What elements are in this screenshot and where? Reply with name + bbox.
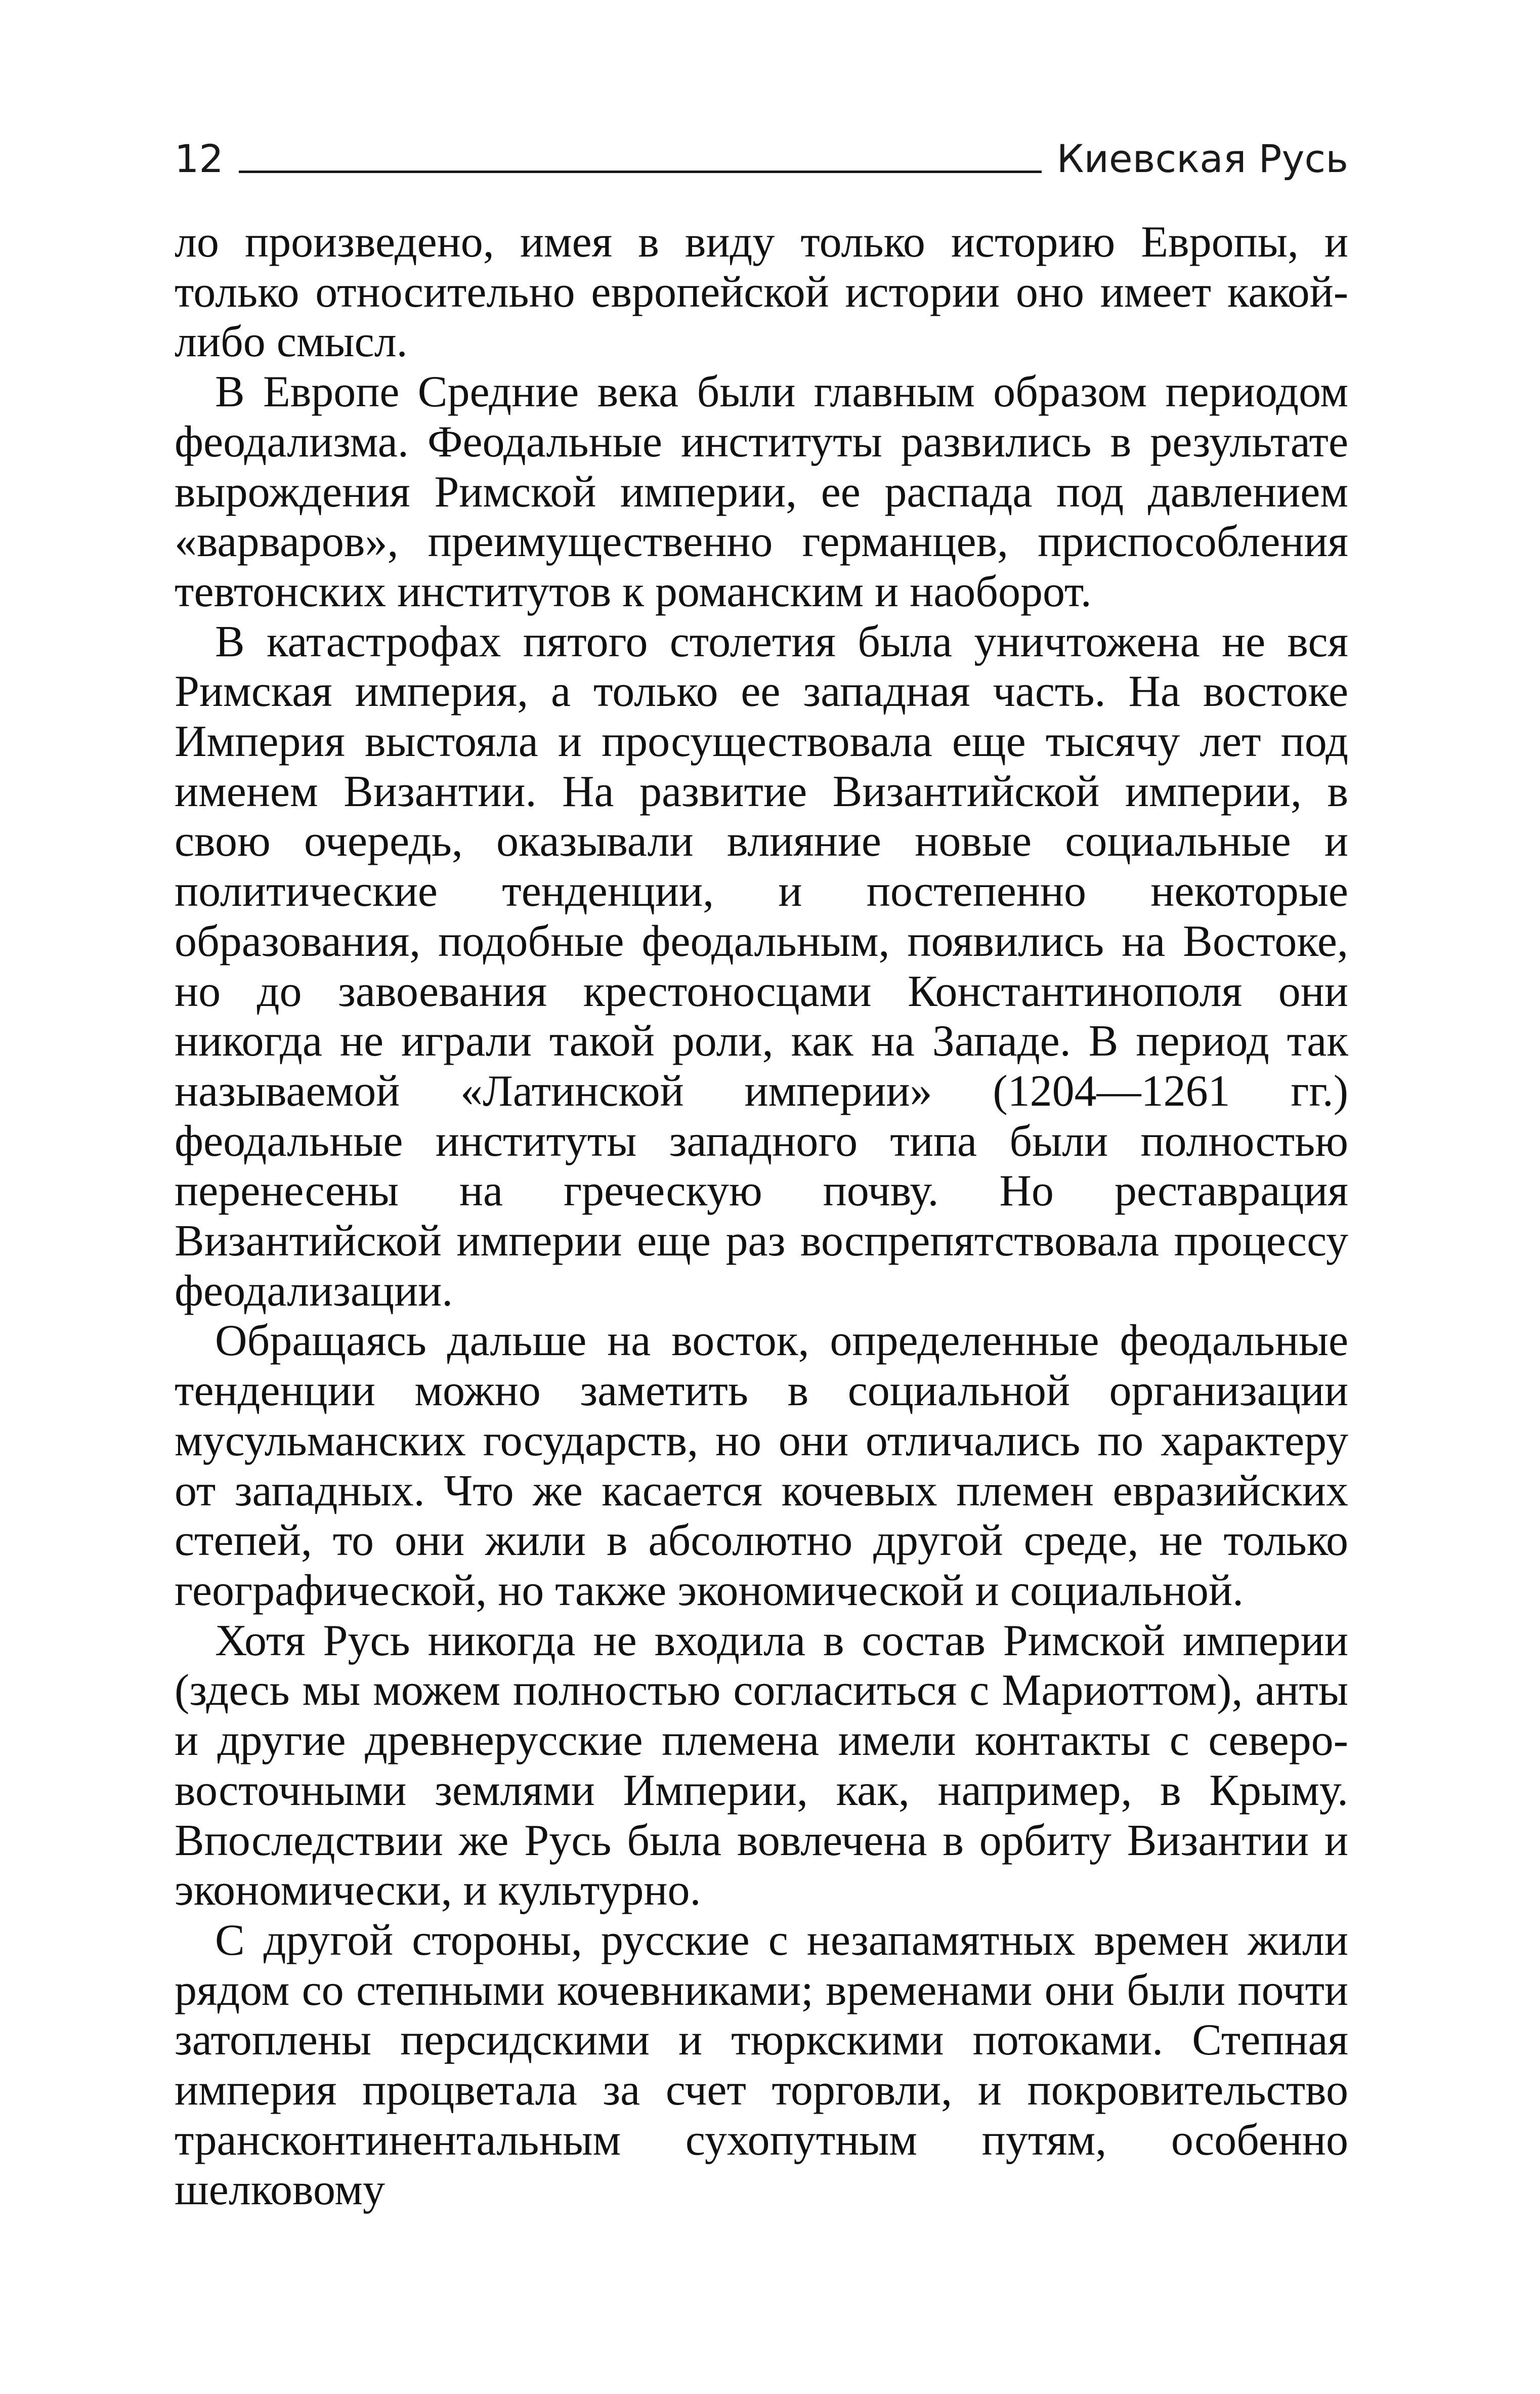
paragraph: Хотя Русь никогда не входила в состав Римской империи (здесь мы можем полностью согласиться с Мариоттом), анты и другие древнерусские племена имели контакты с северо-восточными землями Империи, как, например, в Крыму. Впоследствии же Русь была вовлечена в орбиту Византии и экономически, и культурно. [175, 1616, 1348, 1915]
page-number: 12 [175, 136, 224, 181]
header-rule [239, 171, 1042, 173]
running-title: Киевская Русь [1056, 136, 1348, 181]
paragraph: В Европе Средние века были главным образом периодом феодализма. Феодальные институты развились в результате вырождения Римской империи, ее распада под давлением «варваров», преимущественно германцев, приспособления тевтонских институтов к романским и наоборот. [175, 367, 1348, 616]
paragraph-continued: ло произведено, имея в виду только историю Европы, и только относительно европейской истории оно имеет какой-либо смысл. [175, 218, 1348, 367]
paragraph: В катастрофах пятого столетия была уничтожена не вся Римская империя, а только ее западная часть. На востоке Империя выстояла и просуществовала еще тысячу лет под именем Византии. На развитие Византийской империи, в свою очередь, оказывали влияние новые социальные и политические тенденции, и постепенно некоторые образования, подобные феодальным, появились на Востоке, но до завоевания крестоносцами Константинополя они никогда не играли такой роли, как на Западе. В период так называемой «Латинской империи» (1204—1261 гг.) феодальные институты западного типа были полностью перенесены на греческую почву. Но реставрация Византийской империи еще раз воспрепятствовала процессу феодализации. [175, 617, 1348, 1316]
paragraph: С другой стороны, русские с незапамятных времен жили рядом со степными кочевниками; временами они были почти затоплены персидскими и тюркскими потоками. Степная империя процветала за счет торговли, и покровительство трансконтинентальным сухопутным путям, особенно шелковому [175, 1915, 1348, 2215]
paragraph: Обращаясь дальше на восток, определенные феодальные тенденции можно заметить в социальной организации мусульманских государств, но они отличались по характеру от западных. Что же касается кочевых племен евразийских степей, то они жили в абсолютно другой среде, не только географической, но также экономической и социальной. [175, 1316, 1348, 1615]
running-head [175, 121, 1348, 182]
body-text [175, 218, 1348, 2215]
